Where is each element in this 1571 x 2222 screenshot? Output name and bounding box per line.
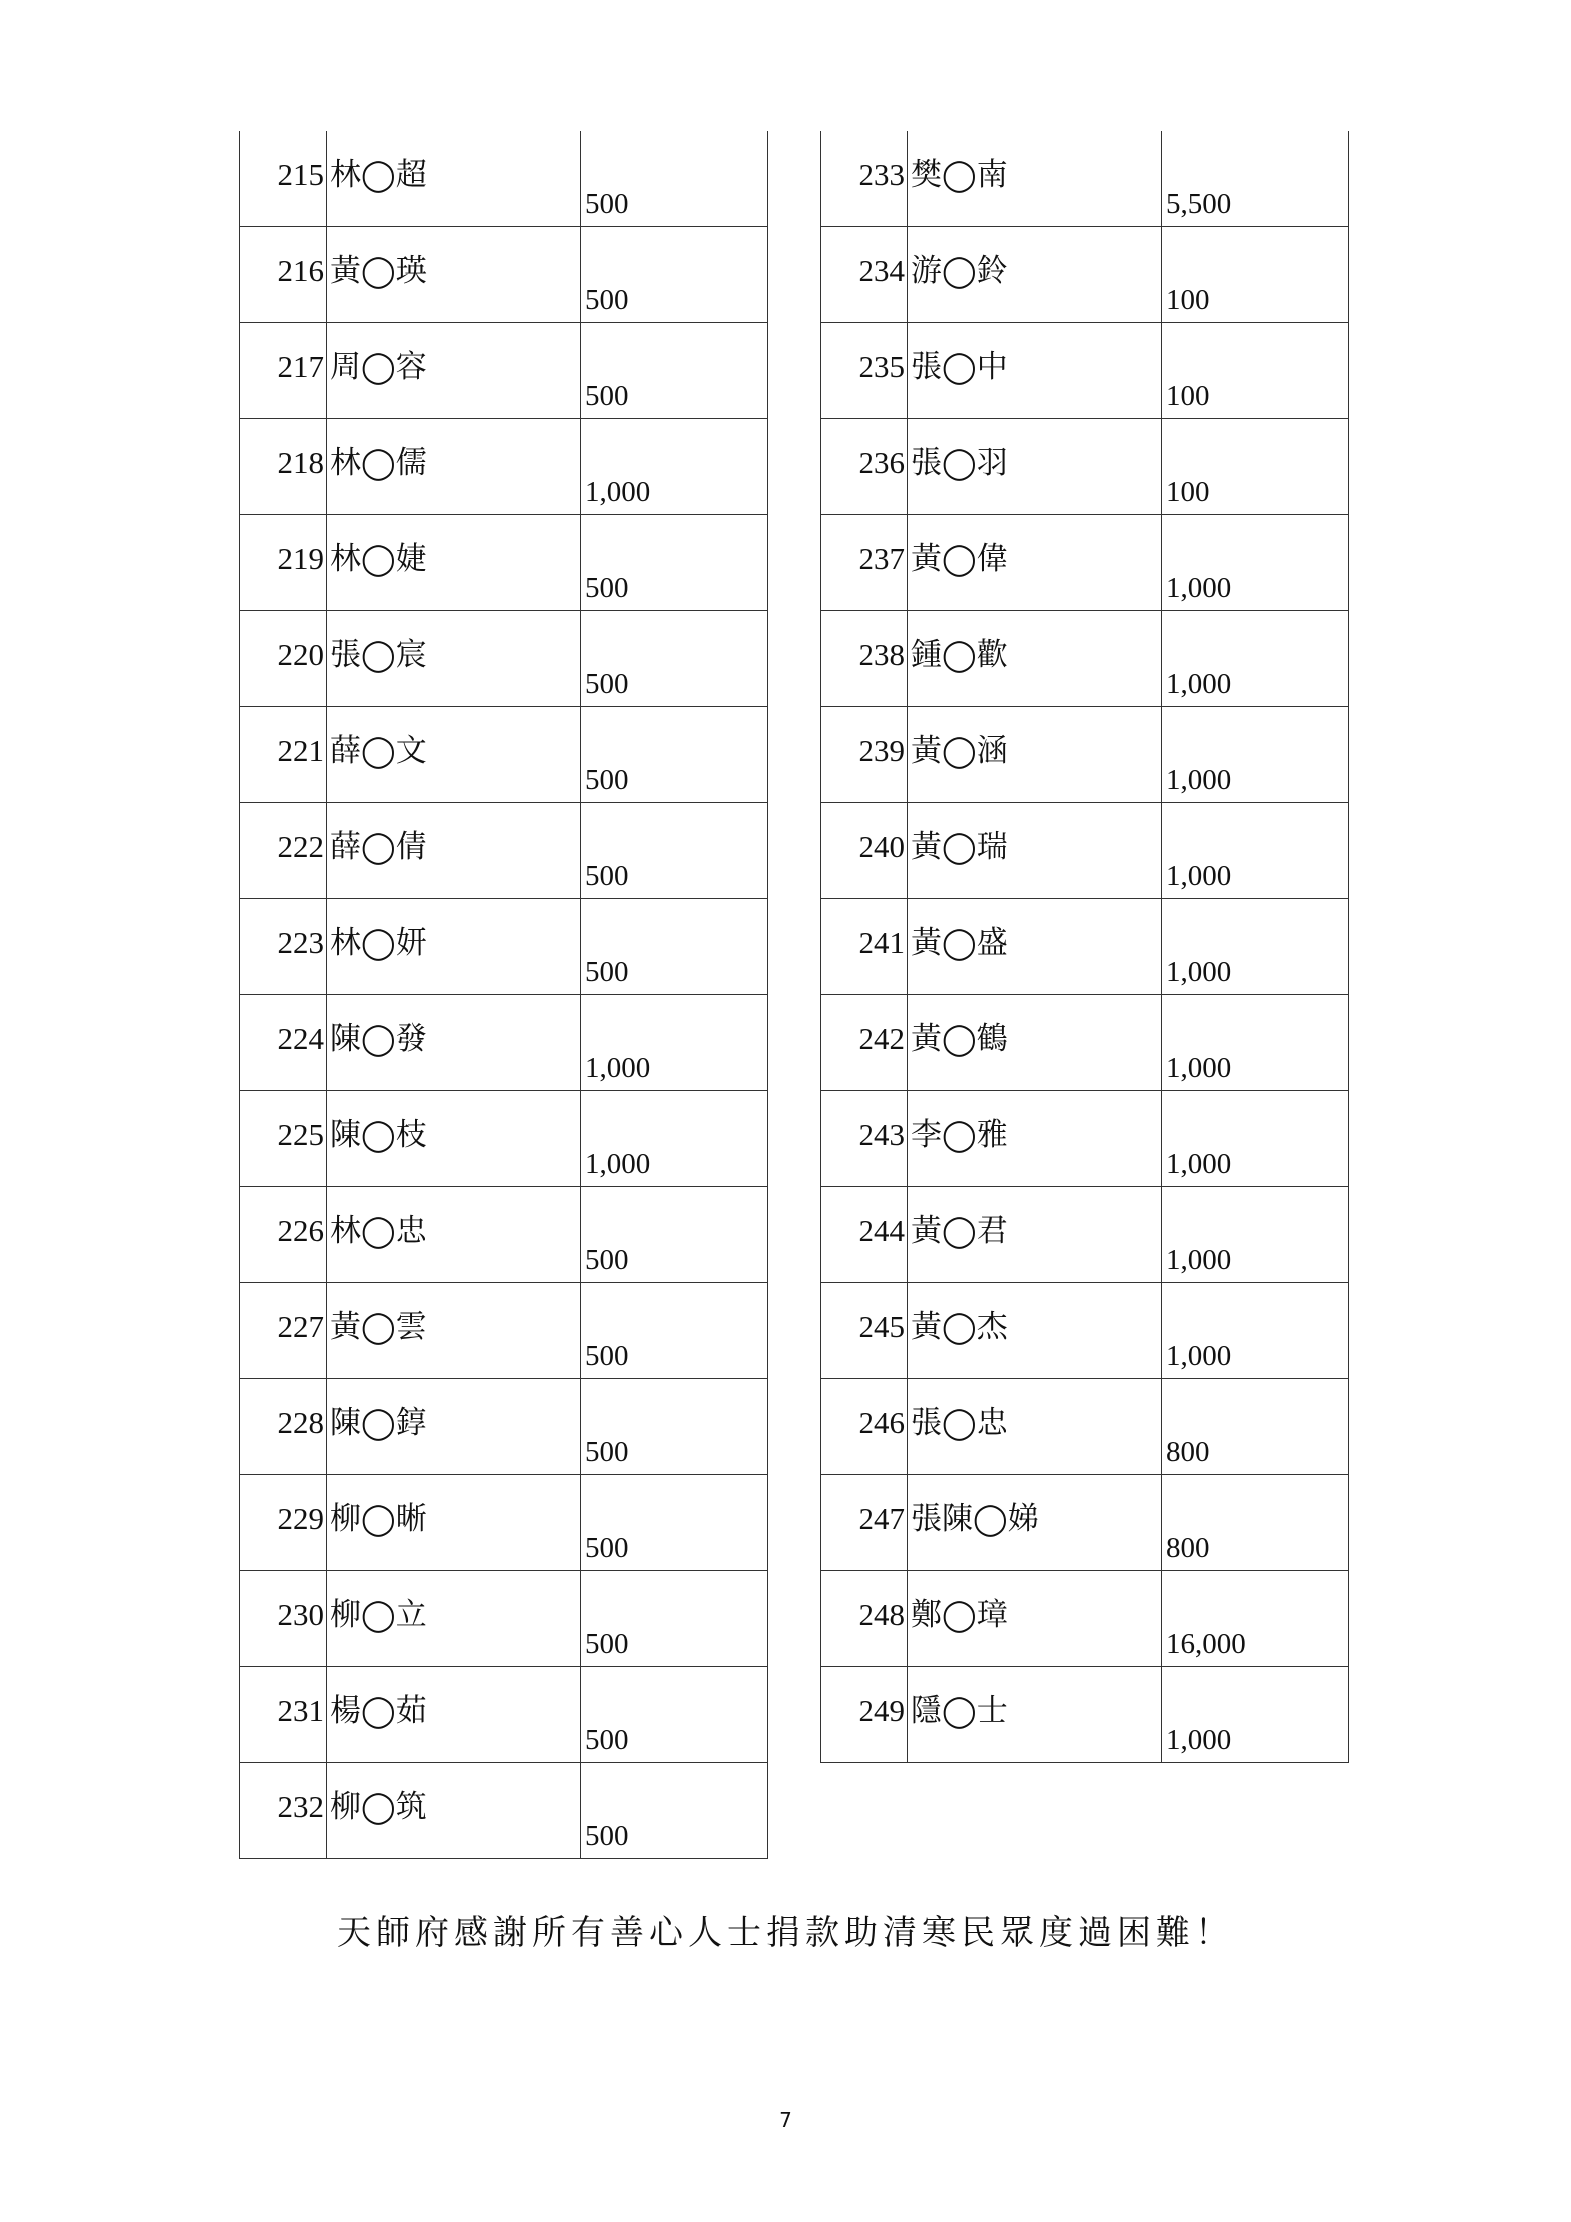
donor-row [821, 515, 1349, 611]
donor-number-cell [240, 1667, 327, 1763]
donor-number-cell [821, 803, 908, 899]
donor-name: 黃◯杰 [911, 1309, 1008, 1344]
donation-amount-cell [1162, 323, 1349, 419]
donor-row [240, 1763, 768, 1859]
donor-row [821, 131, 1349, 227]
donor-name: 隱◯士 [911, 1693, 1008, 1728]
donation-amount: 500 [585, 764, 629, 796]
donor-number-cell [821, 899, 908, 995]
donor-row [821, 1667, 1349, 1763]
donation-amount: 800 [1166, 1436, 1210, 1468]
donor-name-cell [327, 1187, 581, 1283]
donation-amount: 500 [585, 284, 629, 316]
donor-name-cell [327, 515, 581, 611]
donor-number-cell [821, 515, 908, 611]
donation-amount: 1,000 [1166, 1244, 1232, 1276]
donor-name: 鄭◯璋 [911, 1597, 1008, 1632]
donation-amount: 500 [585, 188, 629, 220]
donor-name: 林◯儒 [330, 445, 427, 480]
donor-name: 陳◯發 [330, 1021, 427, 1056]
donation-amount-cell [581, 1763, 768, 1859]
donor-name: 鍾◯歡 [911, 637, 1008, 672]
donation-amount-cell [1162, 1571, 1349, 1667]
donation-amount-cell [581, 1667, 768, 1763]
donation-amount: 500 [585, 1244, 629, 1276]
donor-name-cell [327, 323, 581, 419]
donor-name-cell [327, 707, 581, 803]
donor-name: 薛◯文 [330, 733, 427, 768]
donor-number-cell [821, 419, 908, 515]
donor-number: 242 [858, 1021, 905, 1056]
donor-number: 223 [277, 925, 324, 960]
donation-amount-cell [581, 1283, 768, 1379]
donation-amount-cell [581, 227, 768, 323]
donor-number: 231 [277, 1693, 324, 1728]
donation-amount-cell [581, 323, 768, 419]
donor-name: 張◯中 [911, 349, 1008, 384]
donation-amount-cell [1162, 995, 1349, 1091]
donor-row [821, 1091, 1349, 1187]
donor-name-cell [908, 1475, 1162, 1571]
donor-row [240, 899, 768, 995]
donation-amount: 500 [585, 380, 629, 412]
donor-name: 黃◯偉 [911, 541, 1008, 576]
donor-row [240, 1379, 768, 1475]
donor-number: 239 [858, 733, 905, 768]
donor-number: 248 [858, 1597, 905, 1632]
donor-number-cell [240, 1763, 327, 1859]
donor-row [821, 611, 1349, 707]
thank-you-note: 天師府感謝所有善心人士捐款助清寒民眾度過困難！ [337, 1913, 1234, 1953]
donor-row [240, 515, 768, 611]
donor-number: 218 [277, 445, 324, 480]
donor-number-cell [240, 419, 327, 515]
donor-name: 黃◯鶴 [911, 1021, 1008, 1056]
donor-number-cell [240, 803, 327, 899]
donor-row [821, 995, 1349, 1091]
donor-number: 225 [277, 1117, 324, 1152]
donor-row [240, 227, 768, 323]
donor-name-cell [327, 611, 581, 707]
donation-amount: 16,000 [1166, 1628, 1246, 1660]
donor-number: 232 [277, 1789, 324, 1824]
donor-name: 黃◯君 [911, 1213, 1008, 1248]
donor-name-cell [327, 1667, 581, 1763]
donor-name-cell [327, 1571, 581, 1667]
donor-name: 黃◯瑛 [330, 253, 427, 288]
donor-number: 222 [277, 829, 324, 864]
donation-amount: 1,000 [1166, 1052, 1232, 1084]
donation-amount-cell [1162, 707, 1349, 803]
donor-number-cell [821, 1091, 908, 1187]
donor-row [240, 707, 768, 803]
donation-amount: 100 [1166, 476, 1210, 508]
donor-name-cell [908, 1187, 1162, 1283]
donation-amount-cell [1162, 899, 1349, 995]
donor-name: 黃◯瑞 [911, 829, 1008, 864]
donor-name-cell [908, 803, 1162, 899]
donor-name: 張◯宸 [330, 637, 427, 672]
donor-name: 張陳◯娣 [911, 1501, 1039, 1536]
donation-amount-cell [1162, 131, 1349, 227]
donor-name-cell [908, 1091, 1162, 1187]
donation-amount-cell [581, 419, 768, 515]
donation-amount-cell [1162, 1187, 1349, 1283]
donor-name-cell [908, 1379, 1162, 1475]
donor-number: 236 [858, 445, 905, 480]
donation-amount: 500 [585, 668, 629, 700]
donor-name: 黃◯雲 [330, 1309, 427, 1344]
donation-amount: 500 [585, 1340, 629, 1372]
donor-row [821, 803, 1349, 899]
donor-number-cell [240, 1091, 327, 1187]
donor-row [240, 611, 768, 707]
donor-row [240, 803, 768, 899]
donation-amount-cell [581, 515, 768, 611]
donor-number: 234 [858, 253, 905, 288]
donor-name-cell [908, 323, 1162, 419]
donor-name-cell [908, 995, 1162, 1091]
donor-number-cell [240, 323, 327, 419]
donor-row [240, 1475, 768, 1571]
donation-amount-cell [581, 707, 768, 803]
donor-row [821, 1187, 1349, 1283]
donor-name-cell [327, 995, 581, 1091]
donor-name-cell [908, 1571, 1162, 1667]
donation-amount-cell [1162, 1283, 1349, 1379]
donation-amount: 100 [1166, 284, 1210, 316]
donation-amount-cell [581, 899, 768, 995]
donor-table-left [239, 131, 768, 1859]
donation-amount-cell [1162, 1667, 1349, 1763]
donation-amount-cell [581, 995, 768, 1091]
donation-amount: 500 [585, 1436, 629, 1468]
donor-number-cell [240, 995, 327, 1091]
donation-amount-cell [1162, 227, 1349, 323]
donor-number-cell [821, 1571, 908, 1667]
donation-amount: 1,000 [585, 476, 651, 508]
donation-amount-cell [581, 1379, 768, 1475]
donor-number: 221 [277, 733, 324, 768]
donor-name-cell [908, 1283, 1162, 1379]
donor-name: 林◯忠 [330, 1213, 427, 1248]
donation-amount: 500 [585, 956, 629, 988]
donor-number-cell [821, 1187, 908, 1283]
donor-row [240, 1091, 768, 1187]
donation-amount-cell [1162, 515, 1349, 611]
donation-amount: 1,000 [585, 1148, 651, 1180]
donor-row [240, 323, 768, 419]
donor-number: 240 [858, 829, 905, 864]
donation-amount: 1,000 [1166, 572, 1232, 604]
donor-name: 柳◯筑 [330, 1789, 427, 1824]
donor-number: 227 [277, 1309, 324, 1344]
donor-name-cell [327, 1283, 581, 1379]
donor-number: 235 [858, 349, 905, 384]
donor-table-left-body [240, 131, 768, 1859]
donor-number-cell [240, 1187, 327, 1283]
donor-name: 黃◯涵 [911, 733, 1008, 768]
donor-name: 陳◯枝 [330, 1117, 427, 1152]
donation-amount-cell [1162, 1379, 1349, 1475]
donor-number: 247 [858, 1501, 905, 1536]
donor-number-cell [821, 1667, 908, 1763]
page-number: 7 [779, 2108, 792, 2132]
donor-number: 245 [858, 1309, 905, 1344]
donor-number: 226 [277, 1213, 324, 1248]
donor-table-right-body [821, 131, 1349, 1763]
donation-amount-cell [1162, 803, 1349, 899]
donor-number-cell [240, 1283, 327, 1379]
donor-name-cell [327, 227, 581, 323]
donor-number: 241 [858, 925, 905, 960]
donor-number: 216 [277, 253, 324, 288]
donor-number: 215 [277, 157, 324, 192]
donor-name: 張◯忠 [911, 1405, 1008, 1440]
donor-number: 237 [858, 541, 905, 576]
donor-row [240, 419, 768, 515]
donor-name: 陳◯錞 [330, 1405, 427, 1440]
donor-number: 217 [277, 349, 324, 384]
donor-number-cell [821, 611, 908, 707]
donor-number-cell [240, 131, 327, 227]
donor-row [821, 707, 1349, 803]
donor-name: 周◯容 [330, 349, 427, 384]
donor-number: 246 [858, 1405, 905, 1440]
donor-number: 233 [858, 157, 905, 192]
donor-name-cell [908, 611, 1162, 707]
donor-name: 黃◯盛 [911, 925, 1008, 960]
donor-number-cell [240, 1571, 327, 1667]
donation-amount-cell [581, 803, 768, 899]
donation-amount-cell [1162, 611, 1349, 707]
donor-row [821, 419, 1349, 515]
donor-number: 220 [277, 637, 324, 672]
donation-amount-cell [1162, 1475, 1349, 1571]
donor-number-cell [240, 707, 327, 803]
donation-amount: 500 [585, 1820, 629, 1852]
donor-number-cell [240, 227, 327, 323]
donation-amount: 500 [585, 1628, 629, 1660]
donor-row [821, 323, 1349, 419]
donor-row [821, 1379, 1349, 1475]
donor-row [821, 899, 1349, 995]
donation-amount: 1,000 [1166, 1148, 1232, 1180]
donation-amount-cell [581, 1091, 768, 1187]
donor-name: 游◯鈴 [911, 253, 1008, 288]
donor-row [821, 1283, 1349, 1379]
donor-number-cell [821, 995, 908, 1091]
donation-amount-cell [581, 1187, 768, 1283]
donor-row [240, 1283, 768, 1379]
donor-number-cell [821, 1283, 908, 1379]
donor-name: 樊◯南 [911, 157, 1008, 192]
donation-amount-cell [1162, 1091, 1349, 1187]
donor-row [821, 227, 1349, 323]
donation-amount: 1,000 [1166, 668, 1232, 700]
donor-name: 張◯羽 [911, 445, 1008, 480]
donor-number: 228 [277, 1405, 324, 1440]
donor-number: 224 [277, 1021, 324, 1056]
donor-name: 薛◯倩 [330, 829, 427, 864]
donor-name-cell [908, 227, 1162, 323]
donation-amount-cell [581, 1571, 768, 1667]
donor-name: 柳◯晰 [330, 1501, 427, 1536]
donor-name-cell [908, 419, 1162, 515]
donor-name-cell [908, 1667, 1162, 1763]
donor-name-cell [327, 1091, 581, 1187]
donor-name: 柳◯立 [330, 1597, 427, 1632]
donor-name-cell [327, 1379, 581, 1475]
donor-name: 林◯妍 [330, 925, 427, 960]
donor-name-cell [908, 899, 1162, 995]
donor-number: 244 [858, 1213, 905, 1248]
donation-amount: 500 [585, 572, 629, 604]
donor-name-cell [327, 899, 581, 995]
donation-amount-cell [1162, 419, 1349, 515]
donor-name-cell [327, 419, 581, 515]
donor-number-cell [821, 1475, 908, 1571]
donor-name-cell [327, 1763, 581, 1859]
donor-number-cell [821, 323, 908, 419]
donor-number-cell [240, 1475, 327, 1571]
donation-amount-cell [581, 131, 768, 227]
donor-number: 238 [858, 637, 905, 672]
donation-amount: 800 [1166, 1532, 1210, 1564]
donor-name: 林◯超 [330, 157, 427, 192]
donor-number: 243 [858, 1117, 905, 1152]
donation-amount: 1,000 [1166, 1724, 1232, 1756]
donation-amount: 1,000 [1166, 764, 1232, 796]
donor-name-cell [908, 131, 1162, 227]
donation-amount-cell [581, 1475, 768, 1571]
donation-amount: 1,000 [1166, 956, 1232, 988]
donor-name-cell [327, 131, 581, 227]
donor-number-cell [821, 131, 908, 227]
donation-amount: 500 [585, 1532, 629, 1564]
donor-name-cell [908, 515, 1162, 611]
donor-row [240, 995, 768, 1091]
donor-number-cell [240, 611, 327, 707]
donation-amount: 1,000 [585, 1052, 651, 1084]
donor-row [240, 131, 768, 227]
donor-number-cell [821, 1379, 908, 1475]
donor-name-cell [908, 707, 1162, 803]
donor-row [240, 1667, 768, 1763]
donation-amount-cell [581, 611, 768, 707]
donation-amount: 5,500 [1166, 188, 1232, 220]
donation-amount: 1,000 [1166, 1340, 1232, 1372]
donor-row [240, 1187, 768, 1283]
donor-name: 林◯婕 [330, 541, 427, 576]
donation-amount: 500 [585, 1724, 629, 1756]
donor-row [821, 1475, 1349, 1571]
donor-number-cell [240, 515, 327, 611]
donor-number-cell [240, 899, 327, 995]
donor-number: 230 [277, 1597, 324, 1632]
donation-amount: 500 [585, 860, 629, 892]
donor-number-cell [240, 1379, 327, 1475]
donation-amount: 1,000 [1166, 860, 1232, 892]
donor-name: 楊◯茹 [330, 1693, 427, 1728]
donor-number: 249 [858, 1693, 905, 1728]
donor-name: 李◯雅 [911, 1117, 1008, 1152]
donor-number-cell [821, 227, 908, 323]
donor-row [821, 1571, 1349, 1667]
donor-table-right [820, 131, 1349, 1763]
donor-name-cell [327, 803, 581, 899]
donor-number: 219 [277, 541, 324, 576]
donor-row [240, 1571, 768, 1667]
donor-number: 229 [277, 1501, 324, 1536]
donor-name-cell [327, 1475, 581, 1571]
donation-amount: 100 [1166, 380, 1210, 412]
donor-number-cell [821, 707, 908, 803]
